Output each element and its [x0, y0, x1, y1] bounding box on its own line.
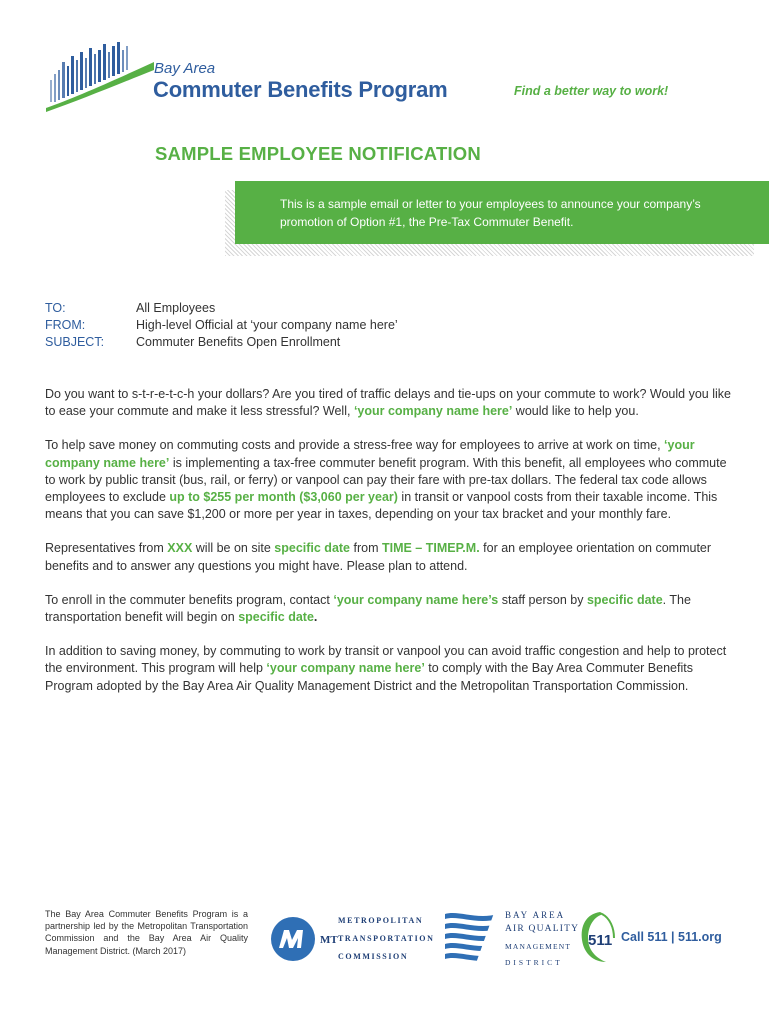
logo-511: [578, 908, 728, 966]
memo-from-label: FROM:: [45, 318, 86, 332]
body-text: from: [350, 541, 382, 556]
body-text: .: [313, 610, 318, 625]
mtc-logo-icon: [270, 916, 316, 962]
body-paragraph-4: [45, 592, 735, 626]
body-text: In addition to saving money, by commuting to work by transit or vanpool you can avoid traffic congestion and help to protect the environment. This program will help: [45, 644, 727, 676]
memo-subject-value: Commuter Benefits Open Enrollment: [136, 335, 341, 349]
memo-to-label: TO:: [45, 301, 66, 315]
footer-partnership-note: The Bay Area Commuter Benefits Program is a partnership led by the Metropolitan Transportation Commission and the Bay Area Air Quality Management District. (March 2017): [45, 909, 248, 956]
body-text: To help save money on commuting costs and provide a stress-free way for employees to arrive at work on time,: [45, 438, 665, 453]
body-text: Representatives from: [45, 541, 168, 556]
body-paragraph-2: [45, 437, 735, 523]
body-paragraph-3: [45, 540, 735, 574]
body-text: in transit or vanpool costs from their taxable income. This means that you can save $1,200 or more per year in taxes, depending on your tax bracket and your monthly fare.: [45, 490, 718, 522]
placeholder-representatives: XXX: [167, 541, 193, 556]
baaqmd-logo: [445, 910, 580, 968]
body-text: To enroll in the commuter benefits program, contact: [45, 592, 334, 607]
placeholder-company-name: ‘your company name here’: [266, 661, 425, 676]
memo-subject-label: SUBJECT:: [45, 335, 105, 349]
baaqmd-waves-icon: [445, 910, 499, 966]
body-text: Do you want to s-t-r-e-t-c-h your dollars? Are you tired of traffic delays and tie-ups on your commute to work? Would you like to ease your commute and make it less stressful? Well,: [45, 387, 731, 419]
callout-text: This is a sample email or letter to your employees to announce your company’s promotion of Option #1, the Pre-Tax Commuter Benefit.: [280, 197, 701, 229]
call-511-link[interactable]: Call 511 | 511.org: [621, 930, 722, 944]
body-text: staff person by: [498, 592, 587, 607]
logo-511-text: 511: [588, 932, 613, 949]
page-title: SAMPLE EMPLOYEE NOTIFICATION: [155, 143, 481, 164]
body-text: would like to help you.: [512, 404, 639, 419]
mtc-logo: [270, 908, 435, 966]
memo-to-value: All Employees: [136, 301, 216, 315]
logo-511-icon: [578, 908, 620, 966]
placeholder-date: specific date: [238, 610, 314, 625]
baaqmd-line-3: MANAGEMENT: [505, 942, 572, 951]
body-paragraph-5: [45, 643, 735, 695]
placeholder-company-name: ‘your company name here’s: [333, 592, 499, 607]
brand-program-name: Commuter Benefits Program: [153, 77, 448, 102]
commuter-benefits-logo-icon: [44, 40, 156, 112]
body-paragraph-1: [45, 386, 735, 420]
placeholder-company-name: ‘your company name here’: [353, 404, 513, 419]
mtc-line-1: METROPOLITAN: [338, 916, 424, 925]
brand-tagline: Find a better way to work!: [514, 84, 669, 98]
body-text: for an employee orientation on commuter benefits and to answer any questions you might have. Please plan to attend.: [45, 541, 712, 573]
placeholder-company-name: ‘your company name here’: [45, 438, 695, 470]
body-text: to comply with the Bay Area Commuter Benefits Program adopted by the Bay Area Air Quality Management District and the Metropolitan Transportation Commission.: [45, 661, 693, 693]
letter-body: [45, 386, 735, 712]
baaqmd-line-1: BAY AREA: [505, 910, 566, 920]
baaqmd-line-4: DISTRICT: [505, 958, 563, 967]
mtc-mark-letter: MT: [320, 934, 338, 946]
instruction-callout: [235, 181, 769, 244]
mtc-line-2: TRANSPORTATION: [338, 934, 435, 943]
body-text: is implementing a tax-free commuter benefit program. With this benefit, all employees who commute to work by public transit (bus, rail, or ferry) or vanpool can pay their fare with pre-tax dollars. The federal tax code allows employees to exclude: [45, 455, 727, 505]
placeholder-date: specific date: [274, 541, 351, 556]
mtc-line-3: COMMISSION: [338, 952, 409, 961]
brand-region-label: Bay Area: [154, 60, 216, 77]
memo-from-value: High-level Official at ‘your company name here’: [136, 318, 398, 332]
benefit-amount-highlight: up to $255 per month ($3,060 per year): [169, 490, 398, 505]
body-text: will be on site: [192, 541, 275, 556]
placeholder-date: specific date: [586, 592, 663, 607]
body-text: . The transportation benefit will begin on: [45, 592, 691, 625]
placeholder-time: TIME – TIMEP.M.: [381, 541, 480, 556]
baaqmd-line-2: AIR QUALITY: [505, 924, 580, 934]
